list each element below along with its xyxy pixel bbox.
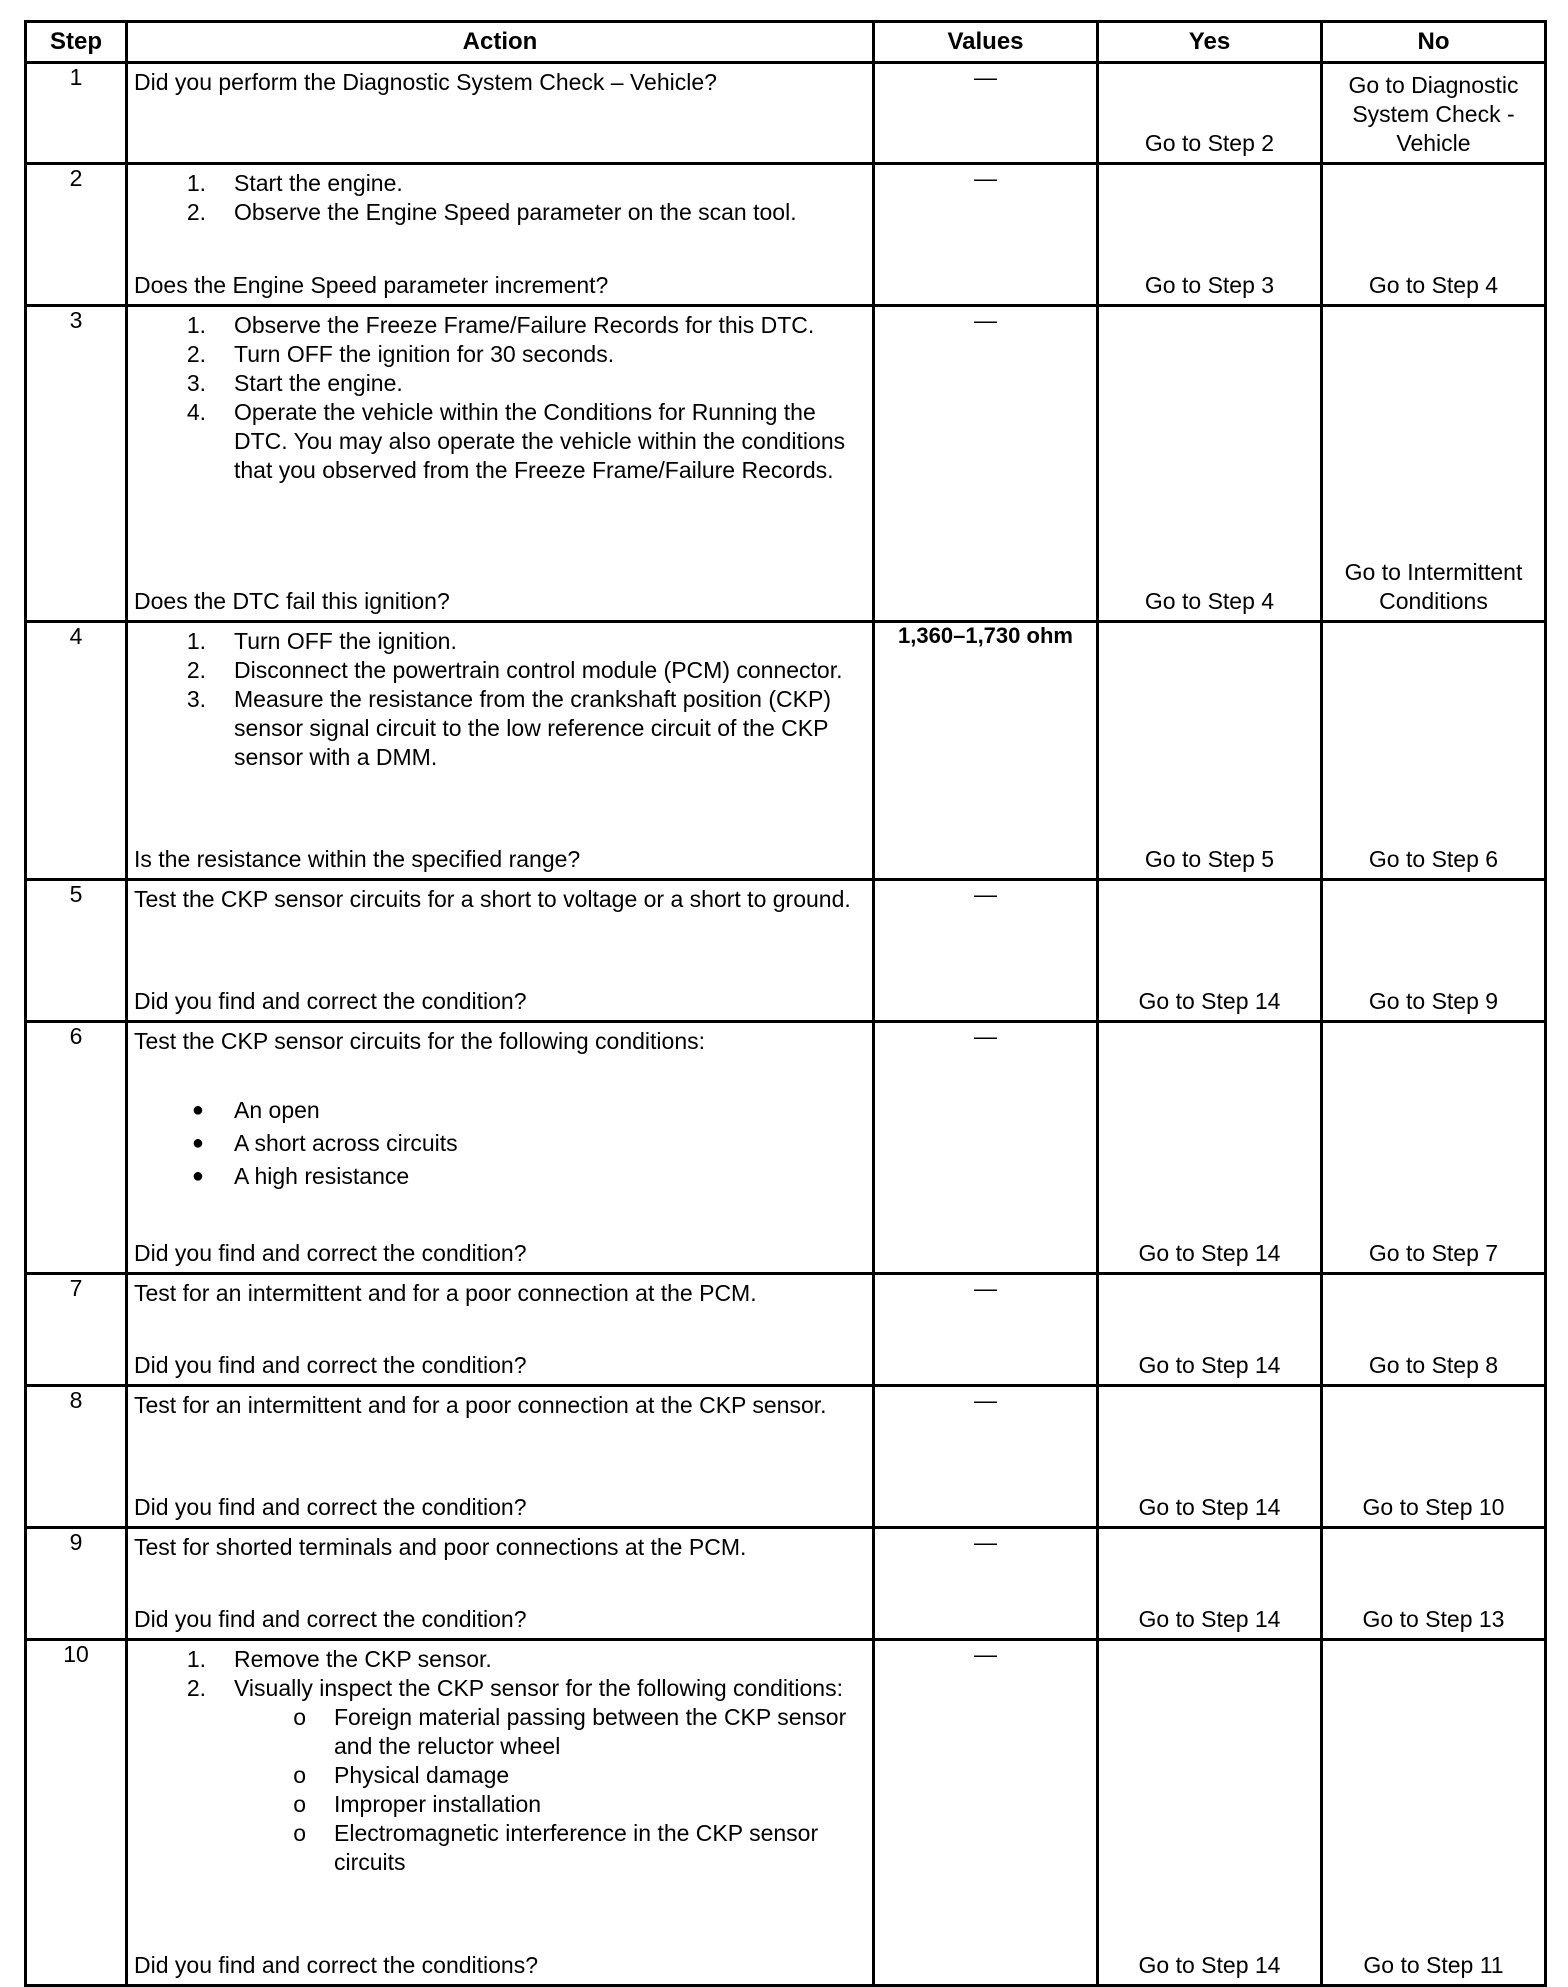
step-number: 2 — [26, 164, 127, 306]
step-number: 4 — [26, 622, 127, 880]
values-cell: 1,360–1,730 ohm — [874, 622, 1098, 880]
values-cell: — — [874, 1022, 1098, 1274]
action-text: Test for an intermittent and for a poor connection at the CKP sensor. — [134, 1392, 827, 1418]
yes-cell — [1098, 1022, 1322, 1274]
header-no: No — [1322, 22, 1546, 63]
yes-cell — [1098, 1528, 1322, 1640]
no-link[interactable]: Go to Step 10 — [1362, 1494, 1505, 1520]
action-cell — [127, 880, 874, 1022]
list-item: o Foreign material passing between the CKP sensor and the reluctor wheel — [134, 1703, 866, 1761]
yes-cell — [1098, 306, 1322, 622]
action-text: Test the CKP sensor circuits for the following conditions: — [134, 1028, 706, 1054]
no-link[interactable]: Go to Diagnostic System Check - Vehicle — [1348, 72, 1519, 156]
question-text: Is the resistance within the specified range? — [134, 846, 581, 872]
values-cell: — — [874, 1528, 1098, 1640]
procedure-list — [134, 169, 866, 227]
action-cell — [127, 622, 874, 880]
action-cell — [127, 1640, 874, 1986]
table-row — [26, 880, 1546, 1022]
bullet-icon: ● — [191, 1165, 204, 1187]
yes-link[interactable]: Go to Step 14 — [1138, 1494, 1281, 1520]
no-cell — [1322, 880, 1546, 1022]
yes-link[interactable]: Go to Step 4 — [1144, 588, 1275, 614]
table-row — [26, 1022, 1546, 1274]
step-number: 3 — [26, 306, 127, 622]
step-number: 9 — [26, 1528, 127, 1640]
table-row — [26, 1640, 1546, 1986]
yes-cell — [1098, 164, 1322, 306]
question-text: Did you find and correct the condition? — [134, 1352, 527, 1378]
inspection-list — [134, 1703, 866, 1877]
question-text: Did you find and correct the conditions? — [134, 1952, 539, 1978]
step-number: 5 — [26, 880, 127, 1022]
procedure-list — [134, 1645, 866, 1703]
yes-link[interactable]: Go to Step 14 — [1138, 988, 1281, 1014]
bullet-icon: ● — [191, 1099, 204, 1121]
no-cell — [1322, 1274, 1546, 1386]
list-item: o Electromagnetic interference in the CKP sensor circuits — [134, 1819, 866, 1877]
step-number: 7 — [26, 1274, 127, 1386]
action-cell — [127, 306, 874, 622]
list-item: 1. Start the engine. — [186, 170, 403, 196]
yes-cell — [1098, 1274, 1322, 1386]
step-number: 8 — [26, 1386, 127, 1528]
no-cell — [1322, 1022, 1546, 1274]
no-link[interactable]: Go to Step 11 — [1363, 1952, 1504, 1978]
procedure-list — [134, 311, 866, 485]
list-item: 4. Operate the vehicle within the Conditions for Running the DTC. You may also operate the vehicle within the conditions that you observed from the Freeze Frame/Failure Records. — [186, 399, 846, 483]
action-text: Test for an intermittent and for a poor connection at the PCM. — [134, 1280, 757, 1306]
no-link[interactable]: Go to Step 4 — [1368, 272, 1499, 298]
header-step: Step — [26, 22, 127, 63]
list-item: 1. Observe the Freeze Frame/Failure Records for this DTC. — [186, 312, 815, 338]
yes-link[interactable]: Go to Step 2 — [1144, 130, 1275, 156]
table-row — [26, 1386, 1546, 1528]
diagnostic-table — [24, 20, 1547, 1987]
no-cell — [1322, 1386, 1546, 1528]
yes-link[interactable]: Go to Step 14 — [1138, 1606, 1281, 1632]
no-link[interactable]: Go to Step 13 — [1362, 1606, 1505, 1632]
list-item: 1. Remove the CKP sensor. — [186, 1646, 492, 1672]
values-cell: — — [874, 306, 1098, 622]
circle-bullet-icon: o — [293, 1762, 306, 1788]
values-cell: — — [874, 1386, 1098, 1528]
no-cell — [1322, 306, 1546, 622]
list-item: 2. Turn OFF the ignition for 30 seconds. — [186, 341, 615, 367]
header-action: Action — [127, 22, 874, 63]
table-row — [26, 1274, 1546, 1386]
action-text: Did you perform the Diagnostic System Check – Vehicle? — [134, 69, 717, 95]
values-cell: — — [874, 63, 1098, 164]
no-cell — [1322, 622, 1546, 880]
question-text: Did you find and correct the condition? — [134, 988, 527, 1014]
list-item: 2. Disconnect the powertrain control module (PCM) connector. — [186, 657, 843, 683]
action-cell — [127, 1528, 874, 1640]
list-item: ● A high resistance — [134, 1160, 866, 1193]
action-cell — [127, 1386, 874, 1528]
table-row — [26, 622, 1546, 880]
procedure-list — [134, 627, 866, 772]
yes-link[interactable]: Go to Step 14 — [1138, 1352, 1281, 1378]
header-row — [26, 22, 1546, 63]
yes-link[interactable]: Go to Step 3 — [1144, 272, 1275, 298]
question-text: Does the Engine Speed parameter increment? — [134, 272, 609, 298]
condition-list — [134, 1094, 866, 1193]
values-cell: — — [874, 880, 1098, 1022]
step-number: 6 — [26, 1022, 127, 1274]
bullet-icon: ● — [191, 1132, 204, 1154]
no-cell — [1322, 63, 1546, 164]
circle-bullet-icon: o — [293, 1704, 306, 1730]
yes-link[interactable]: Go to Step 5 — [1144, 846, 1275, 872]
no-link[interactable]: Go to Intermittent Conditions — [1344, 559, 1523, 614]
action-cell — [127, 1274, 874, 1386]
action-text: Test for shorted terminals and poor connections at the PCM. — [134, 1534, 747, 1560]
circle-bullet-icon: o — [293, 1820, 306, 1846]
list-item: 2. Visually inspect the CKP sensor for the following conditions: — [186, 1675, 843, 1701]
step-number: 1 — [26, 63, 127, 164]
table-row — [26, 1528, 1546, 1640]
values-cell: — — [874, 1640, 1098, 1986]
action-text: Test the CKP sensor circuits for a short to voltage or a short to ground. — [134, 886, 851, 912]
list-item: ● An open — [134, 1094, 866, 1127]
action-cell — [127, 164, 874, 306]
action-cell — [127, 1022, 874, 1274]
no-cell — [1322, 1640, 1546, 1986]
question-text: Did you find and correct the condition? — [134, 1240, 527, 1266]
no-cell — [1322, 164, 1546, 306]
no-link[interactable]: Go to Step 7 — [1368, 1240, 1499, 1266]
list-item: 3. Start the engine. — [186, 370, 403, 396]
table-row — [26, 306, 1546, 622]
question-text: Did you find and correct the condition? — [134, 1494, 527, 1520]
question-text: Does the DTC fail this ignition? — [134, 588, 450, 614]
no-cell — [1322, 1528, 1546, 1640]
no-link[interactable]: Go to Step 9 — [1368, 988, 1499, 1014]
yes-cell — [1098, 63, 1322, 164]
list-item: 2. Observe the Engine Speed parameter on the scan tool. — [186, 199, 797, 225]
step-number: 10 — [26, 1640, 127, 1986]
yes-cell — [1098, 1640, 1322, 1986]
list-item: 1. Turn OFF the ignition. — [186, 628, 457, 654]
no-link[interactable]: Go to Step 8 — [1368, 1352, 1499, 1378]
yes-cell — [1098, 622, 1322, 880]
header-values: Values — [874, 22, 1098, 63]
action-cell — [127, 63, 874, 164]
yes-cell — [1098, 880, 1322, 1022]
yes-cell — [1098, 1386, 1322, 1528]
yes-link[interactable]: Go to Step 14 — [1138, 1240, 1281, 1266]
no-link[interactable]: Go to Step 6 — [1368, 846, 1499, 872]
list-item: ● A short across circuits — [134, 1127, 866, 1160]
header-yes: Yes — [1098, 22, 1322, 63]
values-cell: — — [874, 1274, 1098, 1386]
list-item: o Physical damage — [134, 1761, 866, 1790]
table-row — [26, 63, 1546, 164]
table-row — [26, 164, 1546, 306]
question-text: Did you find and correct the condition? — [134, 1606, 527, 1632]
list-item: o Improper installation — [134, 1790, 866, 1819]
yes-link[interactable]: Go to Step 14 — [1138, 1952, 1281, 1978]
circle-bullet-icon: o — [293, 1791, 306, 1817]
list-item: 3. Measure the resistance from the crankshaft position (CKP) sensor signal circuit to the low reference circuit of the CKP sensor with a DMM. — [186, 686, 831, 770]
values-cell: — — [874, 164, 1098, 306]
